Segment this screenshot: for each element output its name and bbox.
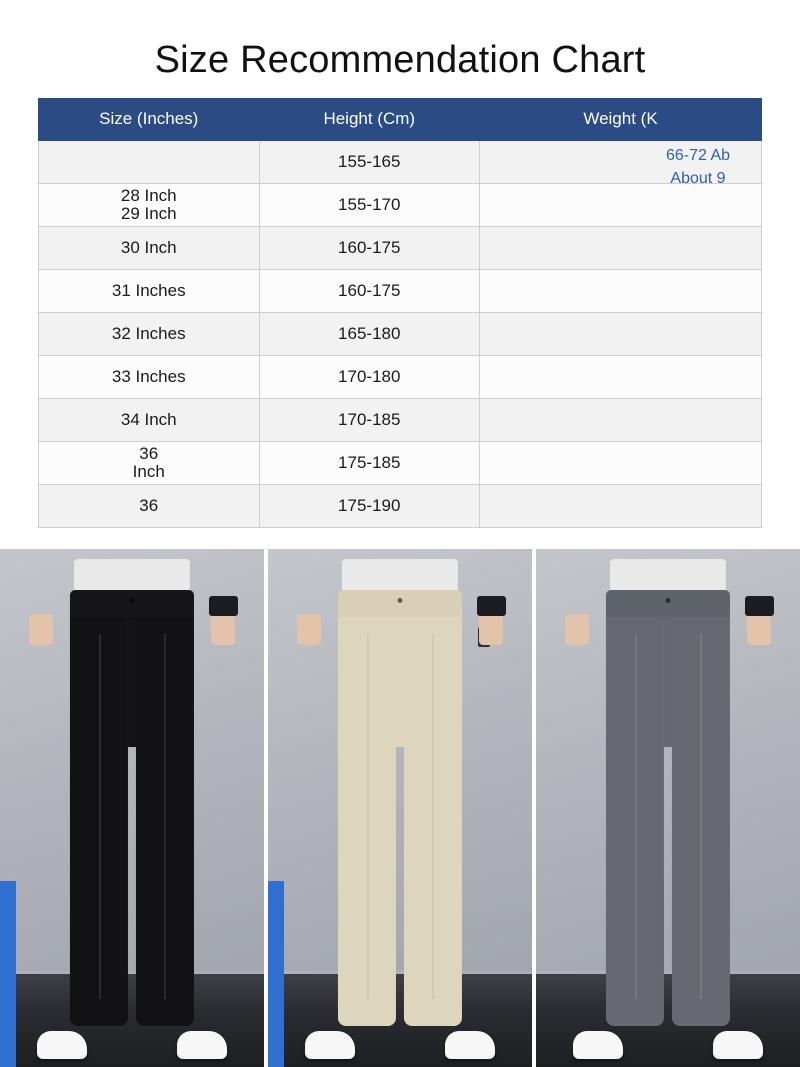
model-left-hand xyxy=(565,614,589,645)
header-size: Size (Inches) xyxy=(39,98,260,140)
cell-size: 32 Inches xyxy=(39,312,260,355)
cell-size: 31 Inches xyxy=(39,269,260,312)
cell-height: 170-185 xyxy=(259,398,480,441)
pants-crotch xyxy=(396,617,403,748)
page-title: Size Recommendation Chart xyxy=(154,39,646,81)
cell-weight xyxy=(480,312,762,355)
table-header-row xyxy=(39,98,762,140)
right-shoe xyxy=(177,1031,227,1059)
table-row xyxy=(39,355,762,398)
pants-left-seam xyxy=(366,634,368,1000)
header-weight: Weight (K xyxy=(480,98,762,140)
wristwatch-icon xyxy=(209,596,238,617)
product-photo-strip xyxy=(0,549,800,1067)
cell-weight xyxy=(480,183,762,226)
cell-weight xyxy=(480,140,762,183)
pants-beige xyxy=(338,590,462,1025)
model-right-hand xyxy=(479,614,503,645)
table-row xyxy=(39,441,762,484)
weight-overflow-line-2: About 9 xyxy=(670,169,726,187)
size-chart-table-wrap xyxy=(38,98,762,538)
wristwatch-icon xyxy=(477,596,506,617)
left-shoe xyxy=(37,1031,87,1059)
table-row xyxy=(39,226,762,269)
left-shoe xyxy=(305,1031,355,1059)
weight-overflow-line-1: 66-72 Ab xyxy=(665,146,731,164)
blue-accent-strip xyxy=(268,881,284,1067)
size-chart-table xyxy=(38,98,762,528)
table-row xyxy=(39,269,762,312)
right-shoe xyxy=(713,1031,763,1059)
table-row xyxy=(39,140,762,183)
cell-weight xyxy=(480,441,762,484)
wristwatch-icon xyxy=(745,596,774,617)
cell-size: 28 Inch 29 Inch xyxy=(39,183,260,226)
model-right-hand xyxy=(211,614,235,645)
table-row xyxy=(39,312,762,355)
gray-pants-photo xyxy=(536,549,800,1067)
pants-right-seam xyxy=(700,634,702,1000)
cell-height: 160-175 xyxy=(259,226,480,269)
pants-button xyxy=(398,598,403,603)
cell-size: 33 Inches xyxy=(39,355,260,398)
pants-button xyxy=(666,598,671,603)
blue-accent-strip xyxy=(0,881,16,1067)
cell-weight xyxy=(480,355,762,398)
model-left-hand xyxy=(29,614,53,645)
pants-crotch xyxy=(664,617,671,748)
table-body xyxy=(39,140,762,527)
cell-height: 165-180 xyxy=(259,312,480,355)
cell-height: 155-170 xyxy=(259,183,480,226)
pants-left-seam xyxy=(98,634,100,1000)
cell-weight xyxy=(480,398,762,441)
cell-size: 36 Inch xyxy=(39,441,260,484)
beige-pants-photo xyxy=(268,549,532,1067)
pants-black xyxy=(70,590,194,1025)
cell-size: 30 Inch xyxy=(39,226,260,269)
cell-height: 170-180 xyxy=(259,355,480,398)
pants-left-seam xyxy=(634,634,636,1000)
table-row xyxy=(39,398,762,441)
cell-size: 36 xyxy=(39,484,260,527)
cell-weight xyxy=(480,269,762,312)
cell-height: 175-185 xyxy=(259,441,480,484)
pants-button xyxy=(130,598,135,603)
right-shoe xyxy=(445,1031,495,1059)
left-shoe xyxy=(573,1031,623,1059)
header-height: Height (Cm) xyxy=(259,98,480,140)
pants-right-seam xyxy=(164,634,166,1000)
cell-height: 160-175 xyxy=(259,269,480,312)
model-right-hand xyxy=(747,614,771,645)
pants-right-seam xyxy=(432,634,434,1000)
cell-weight xyxy=(480,484,762,527)
pants-gray xyxy=(606,590,730,1025)
model-left-hand xyxy=(297,614,321,645)
black-pants-photo xyxy=(0,549,264,1067)
cell-size xyxy=(39,140,260,183)
pants-crotch xyxy=(128,617,135,748)
cell-size: 34 Inch xyxy=(39,398,260,441)
table-row xyxy=(39,183,762,226)
cell-height: 175-190 xyxy=(259,484,480,527)
table-row xyxy=(39,484,762,527)
cell-weight xyxy=(480,226,762,269)
cell-height: 155-165 xyxy=(259,140,480,183)
